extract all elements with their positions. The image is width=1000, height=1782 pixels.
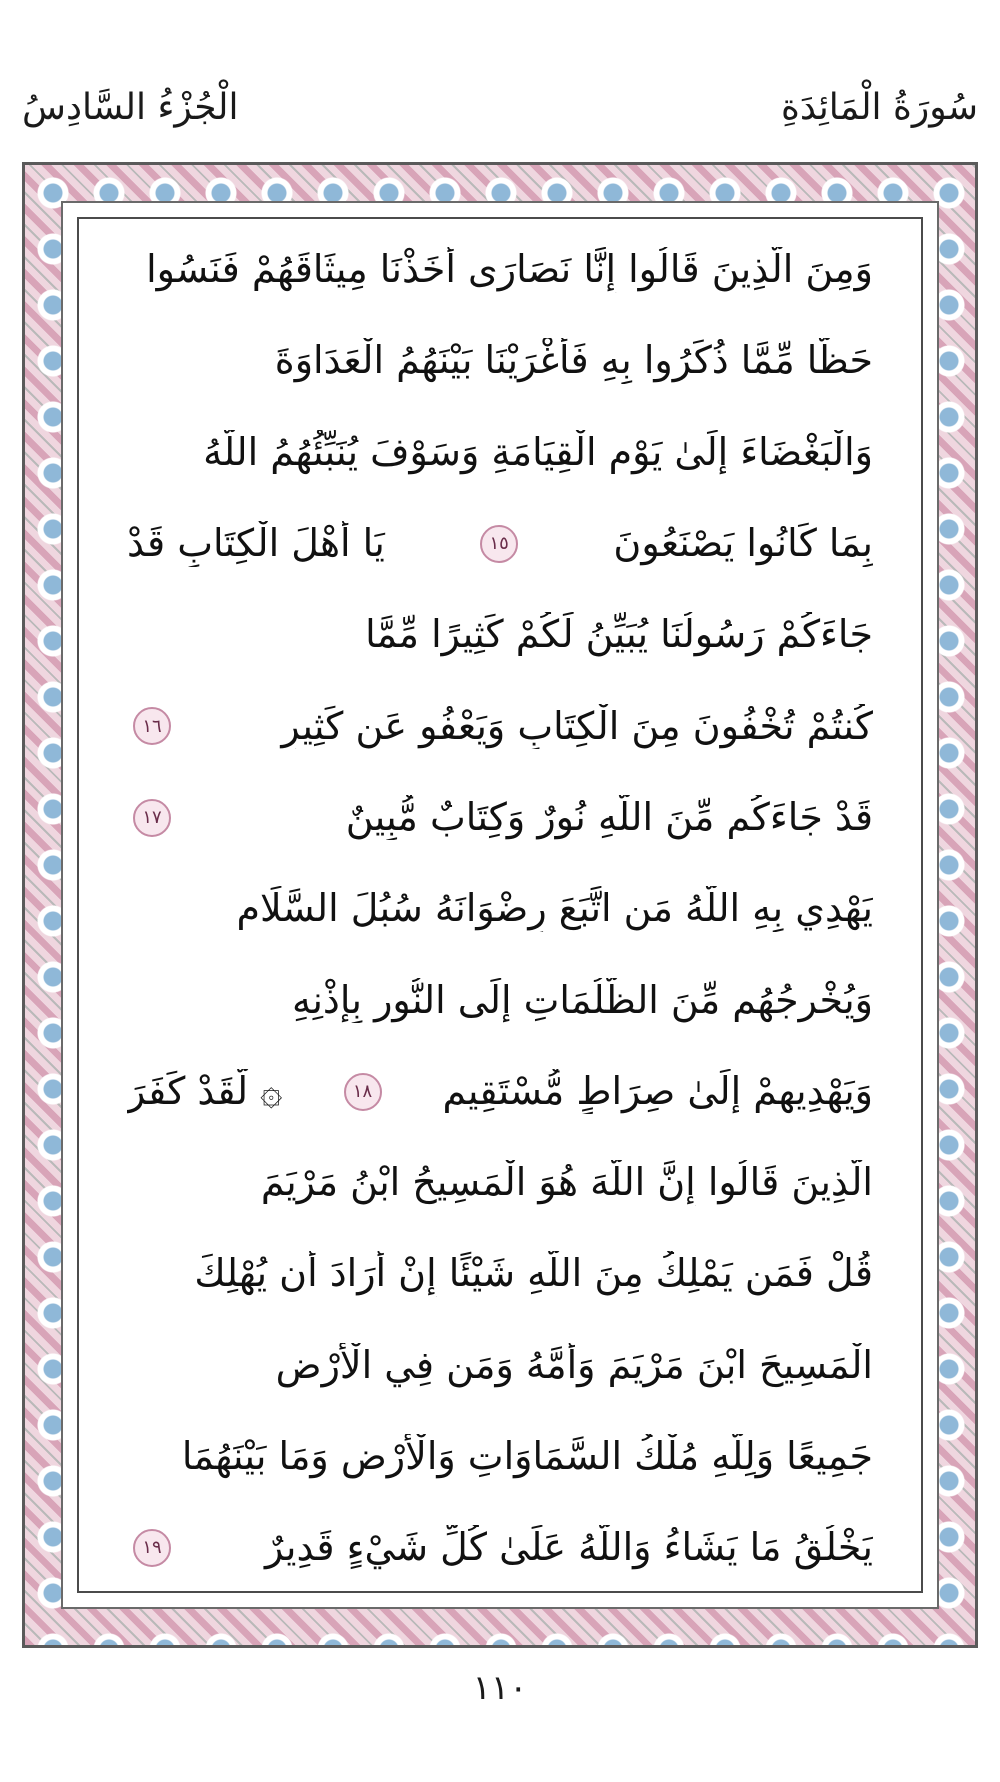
verse-number-marker: ١٥ bbox=[480, 525, 518, 563]
line-text: يَخْلُقُ مَا يَشَاءُ وَاللَّهُ عَلَىٰ كُلِّ شَيْءٍ قَدِيرٌ bbox=[264, 1525, 873, 1570]
line-text: كُنتُمْ تُخْفُونَ مِنَ الْكِتَابِ وَيَعْفُو عَن كَثِيرٍ bbox=[281, 703, 873, 748]
line-text-after: يَا أَهْلَ الْكِتَابِ قَدْ bbox=[127, 520, 385, 565]
text-line bbox=[127, 795, 873, 841]
verse-number-marker: ١٩ bbox=[133, 1529, 171, 1567]
line-text: وَيَهْدِيهِمْ إِلَىٰ صِرَاطٍ مُّسْتَقِيمٍ bbox=[442, 1068, 873, 1113]
verse-number-marker: ١٦ bbox=[133, 707, 171, 745]
line-text: قُلْ فَمَن يَمْلِكُ مِنَ اللَّهِ شَيْئًا إِنْ أَرَادَ أَن يُهْلِكَ bbox=[194, 1251, 873, 1296]
verse-number-marker: ١٨ bbox=[344, 1073, 382, 1111]
text-line bbox=[127, 1160, 873, 1206]
text-line bbox=[127, 1069, 873, 1115]
text-line bbox=[127, 886, 873, 932]
line-text: الَّذِينَ قَالُوا إِنَّ اللَّهَ هُوَ الْمَسِيحُ ابْنُ مَرْيَمَ bbox=[260, 1160, 873, 1205]
ornamental-border bbox=[22, 162, 978, 1648]
line-text: وَالْبَغْضَاءَ إِلَىٰ يَوْمِ الْقِيَامَةِ وَسَوْفَ يُنَبِّئُهُمُ اللَّهُ bbox=[203, 429, 873, 474]
line-text: بِمَا كَانُوا يَصْنَعُونَ bbox=[613, 520, 873, 565]
text-line bbox=[127, 612, 873, 658]
page-header bbox=[22, 78, 978, 138]
text-line bbox=[127, 978, 873, 1024]
text-line bbox=[127, 704, 873, 750]
text-line bbox=[127, 521, 873, 567]
line-text-after: ۞ لَّقَدْ كَفَرَ bbox=[127, 1068, 283, 1113]
surah-title: سُورَةُ الْمَائِدَةِ bbox=[781, 87, 978, 128]
text-line bbox=[127, 338, 873, 384]
text-line bbox=[127, 1251, 873, 1297]
line-text: جَاءَكُمْ رَسُولُنَا يُبَيِّنُ لَكُمْ كَثِيرًا مِّمَّا bbox=[365, 612, 873, 657]
text-line bbox=[127, 430, 873, 476]
quran-text-panel bbox=[77, 217, 923, 1593]
verse-number-marker: ١٧ bbox=[133, 799, 171, 837]
line-text: حَظًّا مِّمَّا ذُكِّرُوا بِهِ فَأَغْرَيْنَا بَيْنَهُمُ الْعَدَاوَةَ bbox=[274, 338, 873, 383]
text-line bbox=[127, 1525, 873, 1571]
juz-title: الْجُزْءُ السَّادِسُ bbox=[22, 87, 239, 128]
inner-border bbox=[61, 201, 939, 1609]
line-text: الْمَسِيحَ ابْنَ مَرْيَمَ وَأُمَّهُ وَمَن فِي الْأَرْضِ bbox=[275, 1342, 873, 1387]
text-line bbox=[127, 247, 873, 293]
line-text: وَيُخْرِجُهُم مِّنَ الظُّلُمَاتِ إِلَى النُّورِ بِإِذْنِهِ bbox=[291, 977, 873, 1022]
line-text: جَمِيعًا وَلِلَّهِ مُلْكُ السَّمَاوَاتِ وَالْأَرْضِ وَمَا بَيْنَهُمَا bbox=[181, 1434, 873, 1479]
text-line bbox=[127, 1434, 873, 1480]
page-number: ١١٠ bbox=[472, 1668, 528, 1708]
line-text: وَمِنَ الَّذِينَ قَالُوا إِنَّا نَصَارَى أَخَذْنَا مِيثَاقَهُمْ فَنَسُوا bbox=[146, 247, 873, 291]
text-line bbox=[127, 1343, 873, 1389]
line-text: يَهْدِي بِهِ اللَّهُ مَنِ اتَّبَعَ رِضْوَانَهُ سُبُلَ السَّلَامِ bbox=[236, 886, 873, 931]
line-text: قَدْ جَاءَكُم مِّنَ اللَّهِ نُورٌ وَكِتَابٌ مُّبِينٌ bbox=[345, 794, 873, 839]
